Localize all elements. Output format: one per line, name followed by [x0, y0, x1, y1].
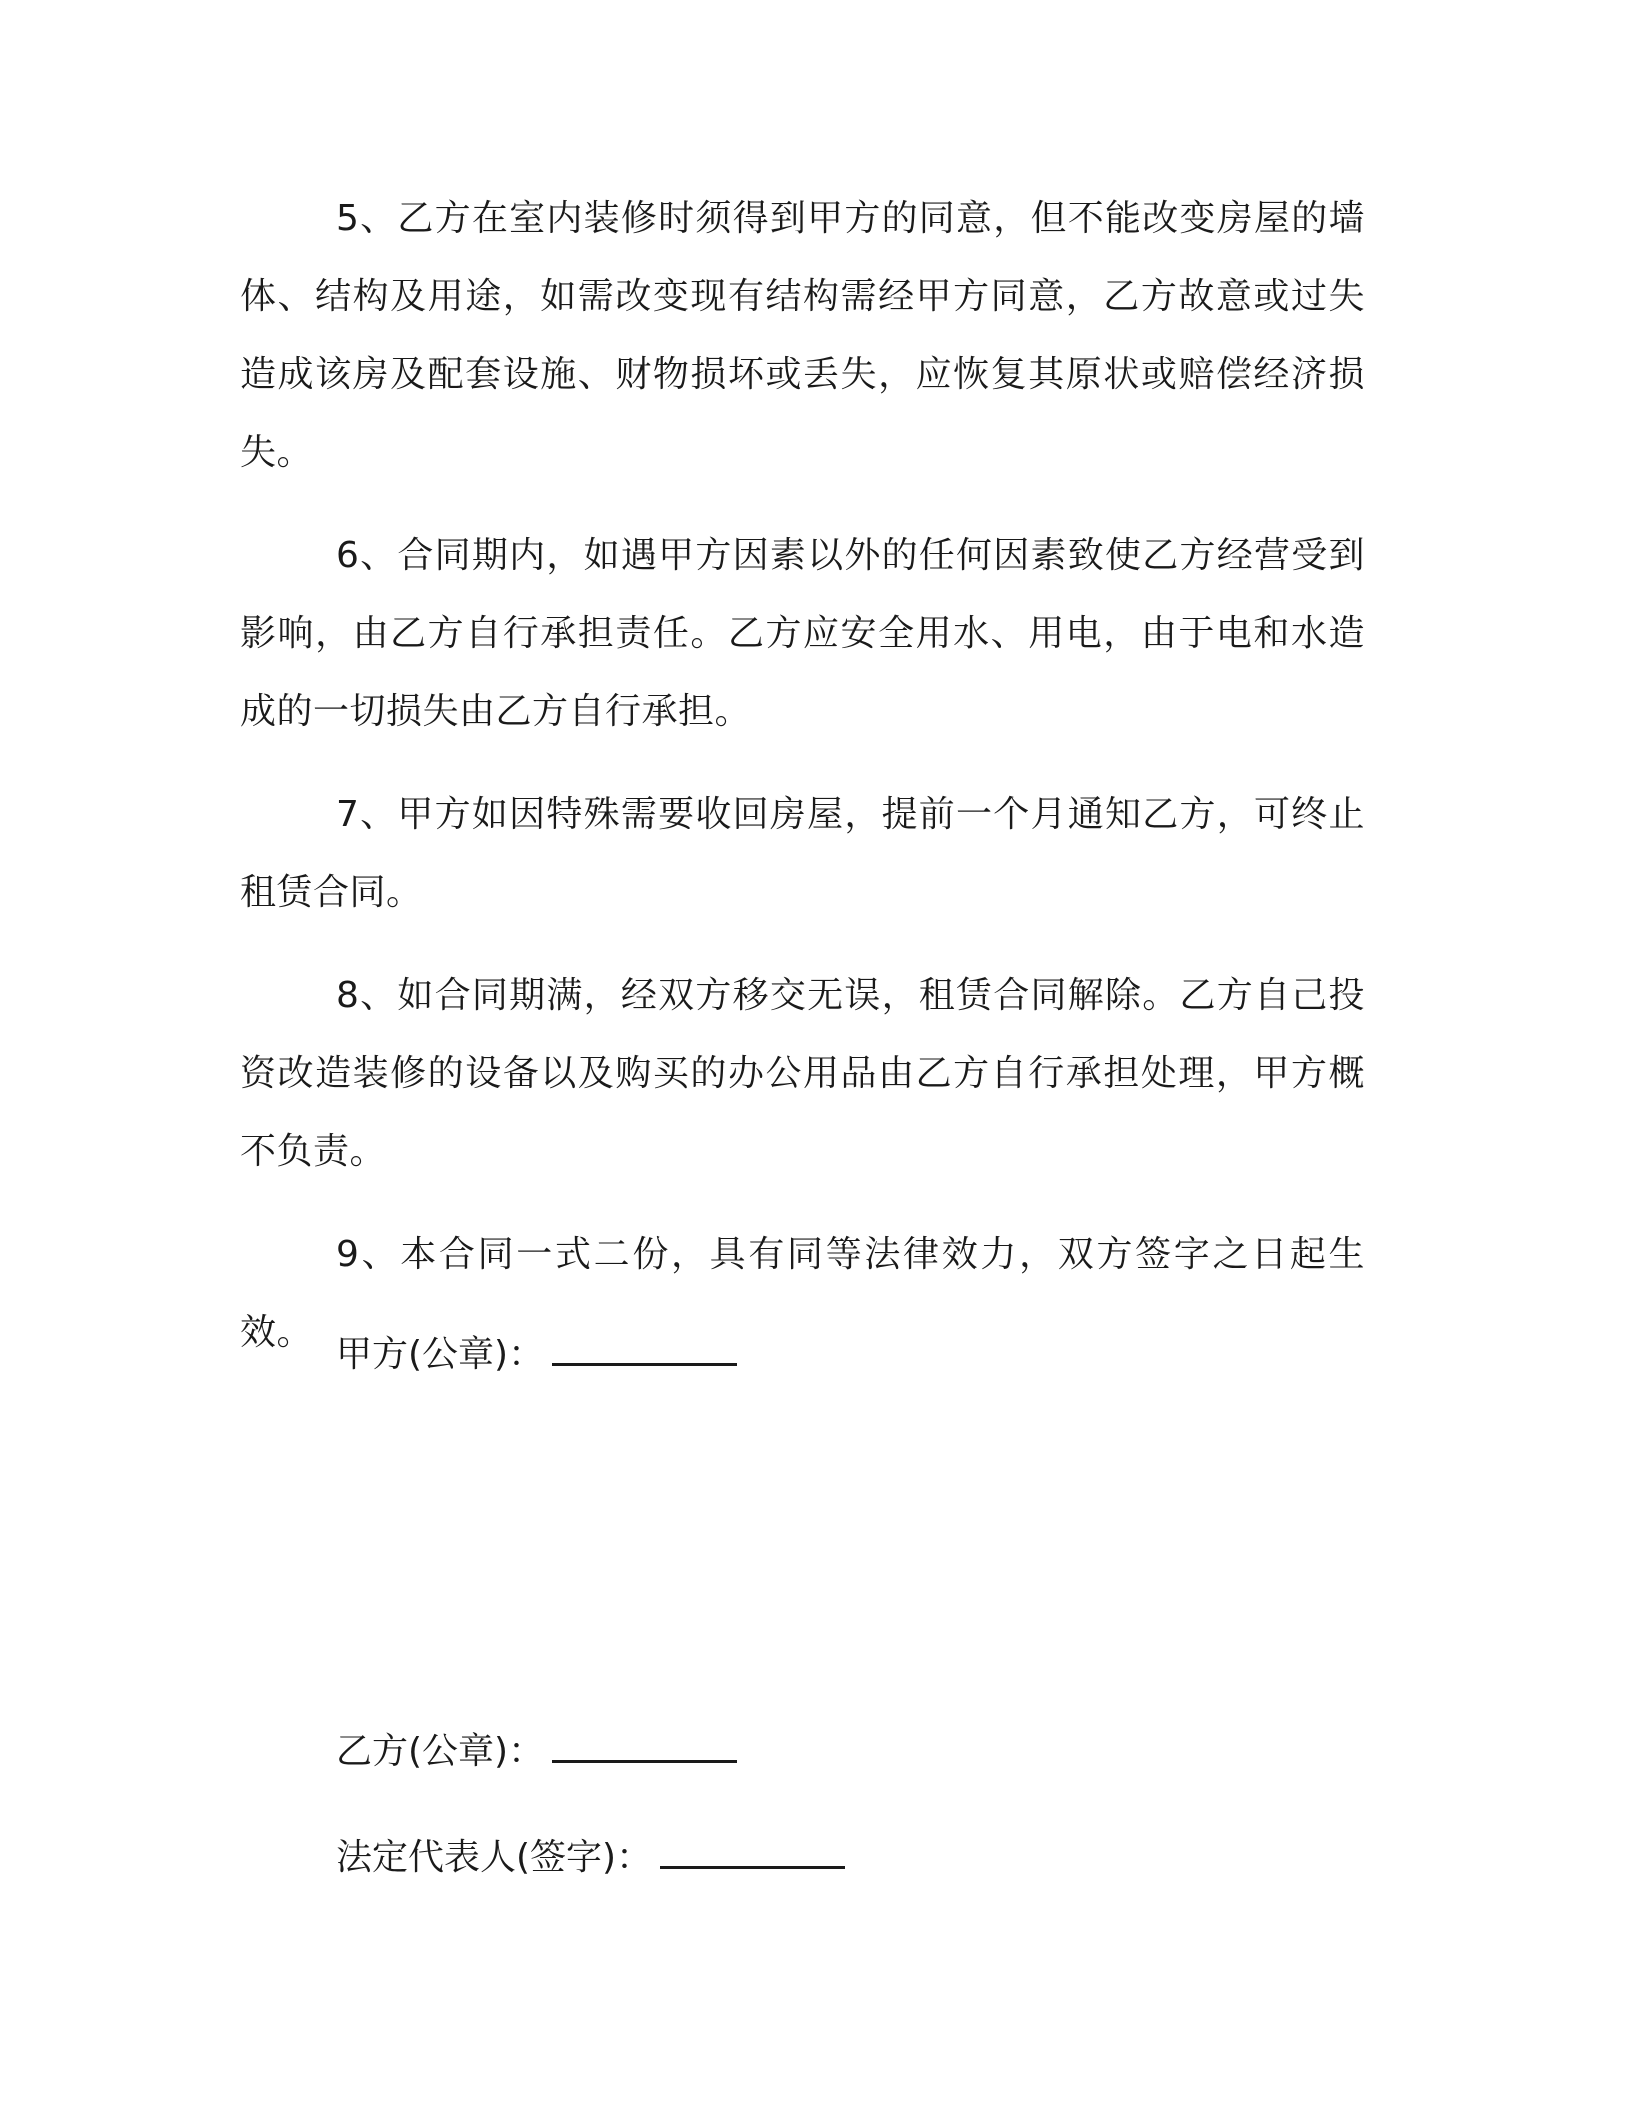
contract-body: [240, 180, 1365, 1397]
legal-rep-blank[interactable]: [660, 1838, 845, 1869]
clause-5: 5、乙方在室内装修时须得到甲方的同意，但不能改变房屋的墙体、结构及用途，如需改变现有结构需经甲方同意，乙方故意或过失造成该房及配套设施、财物损坏或丢失，应恢复其原状或赔偿经济损失。: [240, 198, 1365, 473]
clause-9: 9、本合同一式二份，具有同等法律效力，双方签字之日起生效。: [240, 1234, 1365, 1353]
party-b-signature: [336, 1722, 737, 1782]
party-a-signature: [336, 1325, 737, 1385]
party-b-blank[interactable]: [552, 1732, 737, 1763]
party-a-label: 甲方(公章)：: [336, 1334, 545, 1375]
legal-rep-signature: [336, 1828, 845, 1888]
party-b-label: 乙方(公章)：: [336, 1731, 545, 1772]
clause-7: 7、甲方如因特殊需要收回房屋，提前一个月通知乙方，可终止租赁合同。: [240, 794, 1365, 913]
clause-6: 6、合同期内，如遇甲方因素以外的任何因素致使乙方经营受到影响，由乙方自行承担责任。乙方应安全用水、用电，由于电和水造成的一切损失由乙方自行承担。: [240, 535, 1365, 732]
legal-rep-label: 法定代表人(签字)：: [336, 1837, 653, 1878]
party-a-blank[interactable]: [552, 1335, 737, 1366]
clause-8: 8、如合同期满，经双方移交无误，租赁合同解除。乙方自己投资改造装修的设备以及购买的办公用品由乙方自行承担处理，甲方概不负责。: [240, 975, 1365, 1172]
